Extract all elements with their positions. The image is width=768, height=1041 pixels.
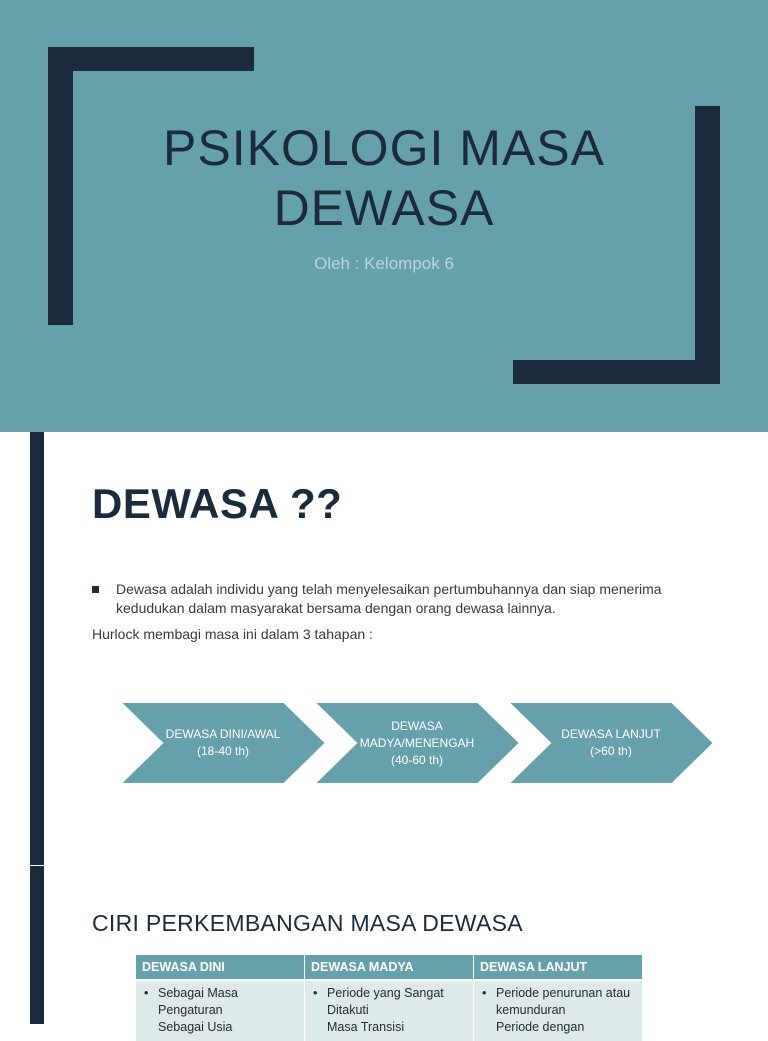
bullet-text: Dewasa adalah individu yang telah menyelesaikan pertumbuhannya dan siap menerima kedudukan dalam masyarakat bersama dengan orang dewasa lainnya. xyxy=(116,581,662,616)
stage-name: DEWASA MADYA/MENENGAH xyxy=(359,718,475,750)
stage-chevron-2 xyxy=(314,702,520,784)
stage-label xyxy=(357,702,477,784)
stage-chevron-1 xyxy=(120,702,326,784)
stage-name: DEWASA LANJUT xyxy=(561,727,661,741)
slide-heading: CIRI PERKEMBANGAN MASA DEWASA xyxy=(92,910,523,936)
intro-paragraph: Hurlock membagi masa ini dalam 3 tahapan : xyxy=(92,626,373,642)
table-header-cell: DEWASA MADYA xyxy=(305,955,474,979)
table-cell xyxy=(305,981,474,1041)
bullet-dot-icon: • xyxy=(144,986,149,1000)
slide-title xyxy=(0,118,768,238)
table-header-row xyxy=(136,955,642,979)
table-row xyxy=(136,981,642,1041)
stage-label xyxy=(150,702,296,784)
cell-line: Periode yang Sangat Ditakuti xyxy=(327,986,444,1017)
stage-range: (18-40 th) xyxy=(196,744,250,758)
cell-line: Sebagai Masa Pengaturan xyxy=(158,986,238,1017)
slide-title-line2: DEWASA xyxy=(273,180,495,236)
cell-line: Periode dengan xyxy=(496,1020,585,1034)
square-bullet-icon xyxy=(92,586,99,593)
table-header-cell: DEWASA LANJUT xyxy=(480,960,588,974)
slide-heading: DEWASA ?? xyxy=(92,480,343,527)
stage-label xyxy=(538,702,684,784)
stage-chevron-3 xyxy=(508,702,714,784)
slide-subtitle: Oleh : Kelompok 6 xyxy=(314,254,454,273)
stage-range: (40-60 th) xyxy=(390,752,444,767)
table-cell xyxy=(136,981,305,1041)
characteristics-table xyxy=(136,955,642,1041)
definition-slide[interactable] xyxy=(0,432,768,865)
frame-bracket-bottom xyxy=(513,360,720,384)
cell-line: Sebagai Usia xyxy=(158,1020,233,1034)
table-header-cell: DEWASA DINI xyxy=(136,955,305,979)
bullet-dot-icon: • xyxy=(482,986,487,1000)
slide-title-line1: PSIKOLOGI MASA xyxy=(163,120,605,176)
bullet-dot-icon: • xyxy=(313,986,318,1000)
cell-line: Periode penurunan atau kemunduran xyxy=(496,986,631,1017)
stage-name: DEWASA DINI/AWAL xyxy=(165,727,281,741)
accent-bar xyxy=(30,432,44,865)
cell-line: Masa Transisi xyxy=(327,1020,405,1034)
table-cell xyxy=(474,981,642,1041)
accent-bar xyxy=(30,866,44,1024)
frame-bracket-top xyxy=(48,47,254,71)
stage-range: (>60 th) xyxy=(590,744,632,758)
characteristics-slide[interactable] xyxy=(0,866,768,1034)
title-slide[interactable] xyxy=(0,0,768,432)
